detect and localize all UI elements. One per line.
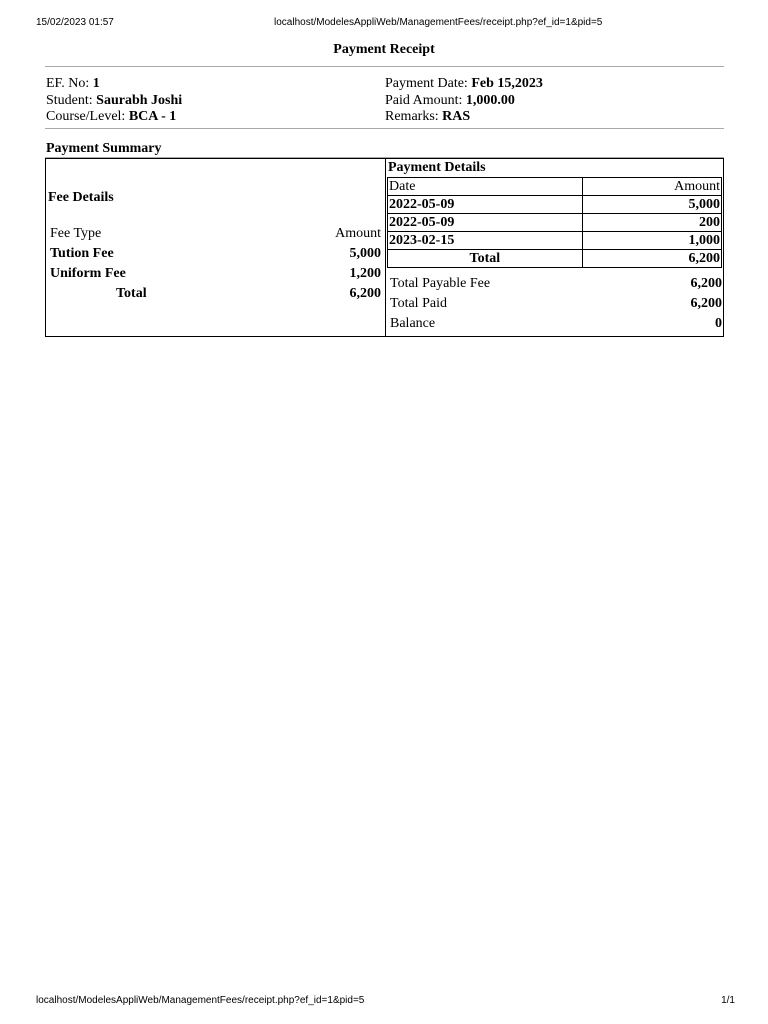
page-title: Payment Receipt xyxy=(333,42,435,57)
fee-total-label: Total xyxy=(116,286,147,301)
payment-date-row xyxy=(385,76,543,93)
course-value: BCA - 1 xyxy=(128,109,177,124)
balance-label: Balance xyxy=(390,316,436,331)
divider-top xyxy=(45,66,724,67)
info-left xyxy=(46,76,182,126)
payment-summary-title: Payment Summary xyxy=(46,141,162,156)
total-paid-label: Total Paid xyxy=(390,296,447,311)
payment-details-title: Payment Details xyxy=(388,160,486,175)
payment-date: 2022-05-09 xyxy=(388,196,583,214)
total-paid-row xyxy=(390,296,722,316)
total-paid-value: 6,200 xyxy=(690,296,722,311)
paid-amount-value: 1,000.00 xyxy=(465,92,515,108)
date-header: Date xyxy=(388,178,583,196)
fee-amount: 1,200 xyxy=(349,266,381,281)
remarks-row xyxy=(385,109,543,126)
fee-row xyxy=(50,266,381,286)
ef-no-row xyxy=(46,76,182,93)
info-right xyxy=(385,76,543,126)
paid-amount-row xyxy=(385,93,543,110)
amount-header: Amount xyxy=(582,178,721,196)
fee-header-row xyxy=(50,226,381,246)
payment-total-row xyxy=(388,250,722,268)
payment-amount: 200 xyxy=(582,214,721,232)
print-datetime: 15/02/2023 01:57 xyxy=(36,17,114,28)
ef-no-value: 1 xyxy=(92,76,100,91)
table-row xyxy=(388,196,722,214)
payment-header-row xyxy=(388,178,722,196)
divider-mid xyxy=(45,128,724,129)
footer-page-number: 1/1 xyxy=(721,995,735,1006)
payment-total-value: 6,200 xyxy=(582,250,721,268)
balance-value: 0 xyxy=(715,316,722,331)
fee-details-title: Fee Details xyxy=(48,190,114,205)
fee-amount: 5,000 xyxy=(349,246,381,261)
payment-total-label: Total xyxy=(388,250,583,268)
ef-no-label: EF. No: xyxy=(46,76,90,91)
total-payable-value: 6,200 xyxy=(690,276,722,291)
payment-summary-box xyxy=(45,158,724,337)
fee-amount-header: Amount xyxy=(335,226,381,241)
fee-type: Uniform Fee xyxy=(50,266,126,281)
payment-amount: 5,000 xyxy=(582,196,721,214)
student-value: Saurabh Joshi xyxy=(96,92,183,108)
remarks-label: Remarks: xyxy=(385,109,439,124)
payment-amount: 1,000 xyxy=(582,232,721,250)
table-row xyxy=(388,232,722,250)
fee-total-value: 6,200 xyxy=(349,286,381,301)
balance-row xyxy=(390,316,722,336)
payment-date-value: Feb 15,2023 xyxy=(471,76,543,91)
total-payable-row xyxy=(390,276,722,296)
total-payable-label: Total Payable Fee xyxy=(390,276,491,291)
student-row xyxy=(46,93,182,110)
table-row xyxy=(388,214,722,232)
remarks-value: RAS xyxy=(442,109,471,124)
fee-total-row xyxy=(50,286,381,306)
fee-row xyxy=(50,246,381,266)
course-label: Course/Level: xyxy=(46,109,126,124)
course-row xyxy=(46,109,182,126)
payment-details-table xyxy=(387,177,722,268)
payment-details-panel xyxy=(386,159,723,336)
payment-date: 2022-05-09 xyxy=(388,214,583,232)
print-url: localhost/ModelesAppliWeb/ManagementFees/receipt.php?ef_id=1&pid=5 xyxy=(274,17,603,28)
paid-amount-label: Paid Amount: xyxy=(385,92,463,108)
payment-date-label: Payment Date: xyxy=(385,76,468,91)
fee-details-panel xyxy=(46,159,386,336)
fee-type: Tution Fee xyxy=(50,246,114,261)
footer-url: localhost/ModelesAppliWeb/ManagementFees/receipt.php?ef_id=1&pid=5 xyxy=(36,995,365,1006)
fee-type-header: Fee Type xyxy=(50,226,102,241)
payment-date: 2023-02-15 xyxy=(388,232,583,250)
student-label: Student: xyxy=(46,92,93,108)
